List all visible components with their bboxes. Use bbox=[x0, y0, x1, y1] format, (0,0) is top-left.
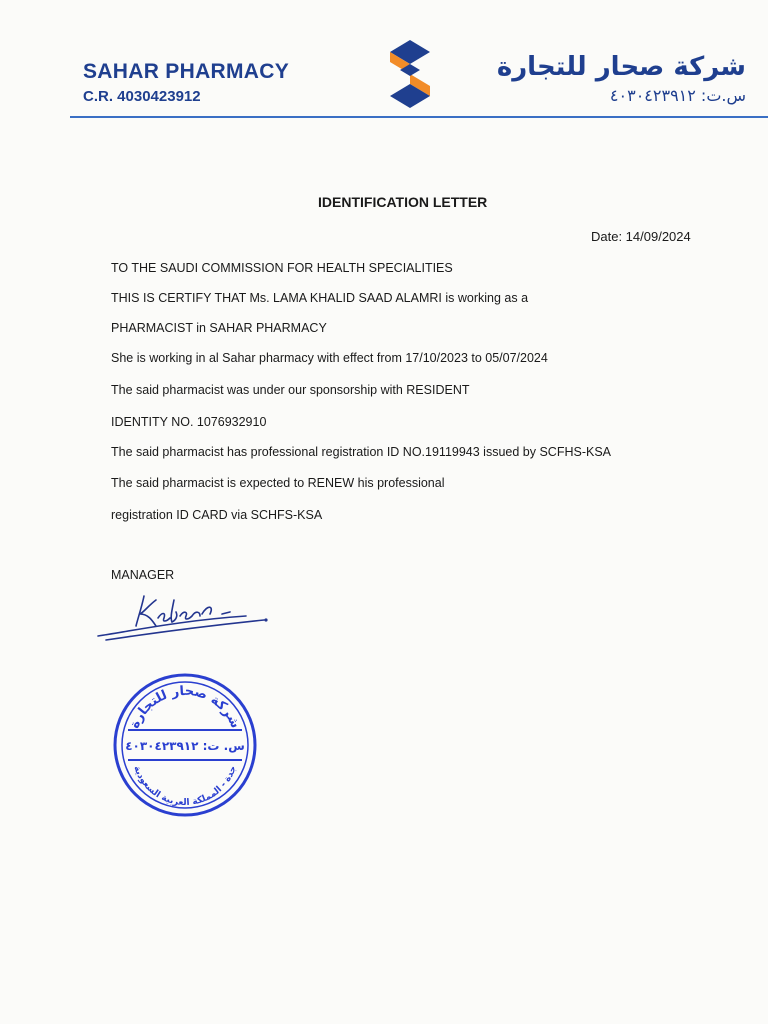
header-divider bbox=[70, 116, 768, 118]
letter-line: IDENTITY NO. 1076932910 bbox=[111, 415, 267, 429]
letter-line: registration ID CARD via SCHFS-KSA bbox=[111, 508, 323, 522]
letter-line: The said pharmacist was under our sponsorship with RESIDENT bbox=[111, 383, 470, 397]
svg-text:شركة صحار للتجارة: شركة صحار للتجارة bbox=[127, 683, 243, 731]
company-name-ar: شركة صحار للتجارة bbox=[496, 52, 746, 82]
letter-line: TO THE SAUDI COMMISSION FOR HEALTH SPECIALITIES bbox=[111, 261, 453, 275]
sahar-logo-icon bbox=[386, 38, 434, 114]
commercial-registration-ar: س.ت: ٤٠٣٠٤٢٣٩١٢ bbox=[609, 86, 746, 105]
signature-icon bbox=[96, 590, 276, 642]
letter-line: She is working in al Sahar pharmacy with effect from 17/10/2023 to 05/07/2024 bbox=[111, 351, 548, 365]
signatory-title: MANAGER bbox=[111, 568, 175, 582]
letter-line: The said pharmacist is expected to RENEW his professional bbox=[111, 476, 445, 490]
letter-date: Date: 14/09/2024 bbox=[591, 229, 691, 244]
letter-line: The said pharmacist has professional registration ID NO.19119943 issued by SCFHS-KSA bbox=[111, 445, 612, 459]
letter-title: IDENTIFICATION LETTER bbox=[318, 194, 488, 210]
commercial-registration-en: C.R. 4030423912 bbox=[83, 88, 201, 105]
company-stamp-icon bbox=[110, 670, 260, 820]
letter-line: PHARMACIST in SAHAR PHARMACY bbox=[111, 321, 327, 335]
svg-text:س. ت: ٤٠٣٠٤٢٣٩١٢: س. ت: ٤٠٣٠٤٢٣٩١٢ bbox=[125, 739, 245, 753]
letter-line: THIS IS CERTIFY THAT Ms. LAMA KHALID SAAD ALAMRI is working as a bbox=[111, 291, 529, 305]
svg-text:جدة - المملكة العربية السعودية: جدة - المملكة العربية السعودية bbox=[131, 764, 239, 809]
company-name-en: SAHAR PHARMACY bbox=[83, 60, 290, 83]
